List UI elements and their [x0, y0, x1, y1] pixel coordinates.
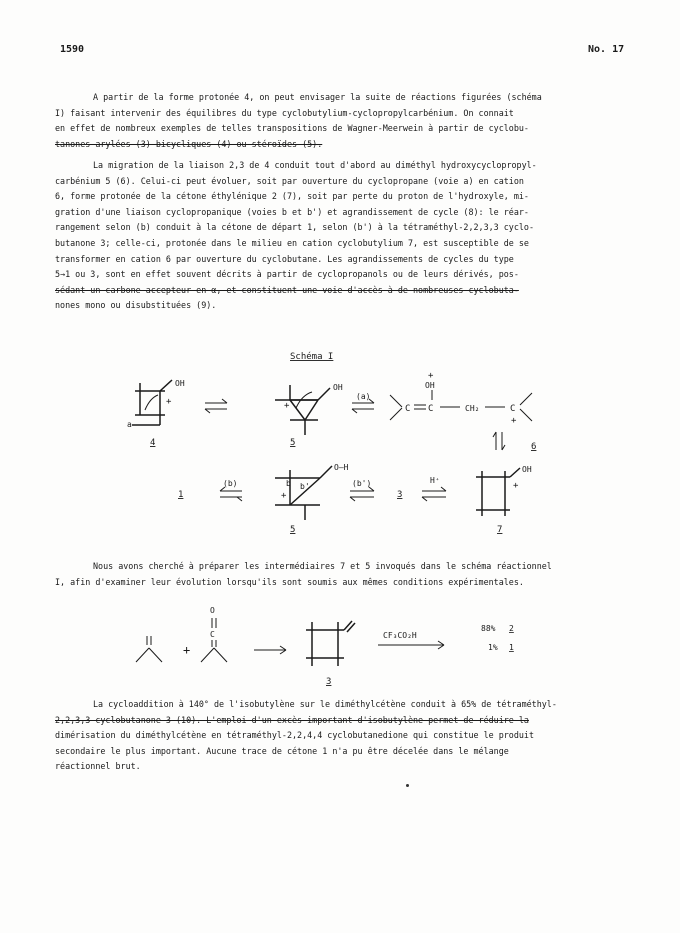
text-line: 2,2,3,3 cyclobutanone 3 (10). L'emploi d'un excès important d'isobutylène permet de réduire la	[55, 714, 529, 725]
compound-label-7: 7	[497, 525, 503, 535]
compound-label-5b: 5	[290, 525, 296, 535]
path-b-label: (b)	[223, 479, 238, 488]
oh-label: OH	[333, 383, 343, 392]
yield-2: 1%	[488, 643, 498, 652]
text-line: rangement selon (b) conduit à la cétone de départ 1, selon (b') à la tétraméthyl-2,2,3,3 cyclo-	[55, 222, 535, 233]
carbon-label: C	[428, 404, 434, 414]
text-line: La cycloaddition à 140° de l'isobutylène sur le diméthylcétène conduit à 65% de tétraméthyl-	[93, 699, 557, 709]
paragraph-4	[55, 697, 615, 775]
oh-label: OH	[425, 381, 435, 390]
isobutylene	[136, 636, 162, 662]
text-line: tanones arylées (3) bicycliques (4) ou stéroïdes (5).	[55, 138, 323, 149]
text-line: transformer en cation 6 par ouverture du cyclobutane. Les agrandissements de cycles du type	[55, 253, 514, 264]
o-h-label: O—H	[334, 463, 349, 472]
compound-label-5: 5	[290, 438, 296, 448]
plus-sign: +	[166, 397, 172, 407]
bp-label: b'	[300, 482, 310, 491]
plus-sign: +	[511, 416, 517, 426]
oxygen-label: O	[210, 606, 215, 615]
path-a-label: (a)	[356, 392, 371, 401]
a-label: a	[127, 420, 132, 429]
compound-label-1: 1	[178, 490, 184, 500]
cyclobutanone-3	[306, 621, 355, 687]
text-line: 5→1 ou 3, sont en effet souvent décrits à partir de cyclopropanols ou de leurs dérivés, pos-	[55, 269, 519, 280]
compound-label-3: 3	[397, 490, 403, 500]
product-2: 1	[509, 643, 514, 652]
b-label: b	[286, 479, 291, 488]
text-line: secondaire le plus important. Aucune trace de cétone 1 n'a pu être décelée dans le mélange	[55, 745, 509, 756]
oh-label: OH	[522, 465, 532, 474]
text-line: gration d'une liaison cyclopropanique (voies b et b') et agrandissement de cycle (8): le réar-	[55, 206, 529, 217]
text-line: La migration de la liaison 2,3 de 4 conduit tout d'abord au diméthyl hydroxycyclopropyl-	[93, 160, 537, 170]
carbon-label: C	[405, 404, 411, 414]
ch2-label: CH₂	[465, 404, 480, 413]
reaction-arrow	[254, 646, 286, 654]
page-number: 1590	[60, 44, 85, 55]
text-line: butanone 3; celle-ci, protonée dans le milieu en cation cyclobutylium 7, est susceptible de se	[55, 237, 529, 248]
plus-sign: +	[513, 481, 519, 491]
product-1: 2	[509, 624, 514, 633]
text-line: Nous avons cherché à préparer les intermédiaires 7 et 5 invoqués dans le schéma réactionnel	[93, 561, 552, 571]
reagent-label: CF₃CO₂H	[383, 631, 417, 640]
text-line: sédant un carbone accepteur en α, et constituent une voie d'accès à de nombreuses cyclobuta-	[55, 284, 519, 295]
issue-number: No. 17	[588, 44, 625, 55]
text-line: nones mono ou disubstituées (9).	[55, 300, 217, 311]
text-line: réactionnel brut.	[55, 761, 141, 772]
scheme-title: Schéma I	[290, 352, 334, 362]
plus-sign: +	[281, 491, 287, 501]
dimethylketene	[201, 606, 227, 662]
carbon-label: C	[510, 404, 516, 414]
compound-label-3: 3	[326, 677, 332, 687]
text-line: en effet de nombreux exemples de telles transpositions de Wagner-Meerwein à partir de cyclobu-	[55, 123, 529, 134]
path-bp-label: (b')	[352, 479, 372, 488]
text-line: A partir de la forme protonée 4, on peut envisager la suite de réactions figurées (schéma	[93, 92, 542, 102]
text-line: I, afin d'examiner leur évolution lorsqu'ils sont soumis aux mêmes conditions expérimentales.	[55, 576, 524, 587]
compound-label-4: 4	[150, 438, 156, 448]
compound-label-6: 6	[531, 442, 537, 452]
text-line: 6, forme protonée de la cétone éthylénique 2 (7), soit par perte du proton de l'hydroxyle, mi-	[55, 191, 529, 202]
text-line: dimérisation du diméthylcétène en tétraméthyl-2,2,4,4 cyclobutanedione qui constitue le produit	[55, 730, 535, 741]
yield-1: 88%	[481, 624, 496, 633]
plus-sign: +	[183, 643, 191, 657]
acid-arrow	[378, 631, 444, 649]
text-line: I) faisant intervenir des équilibres du type cyclobutylium-cyclopropylcarbénium. On connait	[55, 107, 514, 118]
stray-mark	[406, 784, 409, 787]
text-line: carbénium 5 (6). Celui-ci peut évoluer, soit par ouverture du cyclopropane (voie a) en cation	[55, 175, 524, 186]
oh-label: OH	[175, 379, 185, 388]
plus-sign: +	[428, 371, 434, 381]
carbon-label: C	[210, 630, 215, 639]
h-plus-label: H⁺	[430, 476, 440, 485]
plus-sign: +	[284, 401, 290, 411]
